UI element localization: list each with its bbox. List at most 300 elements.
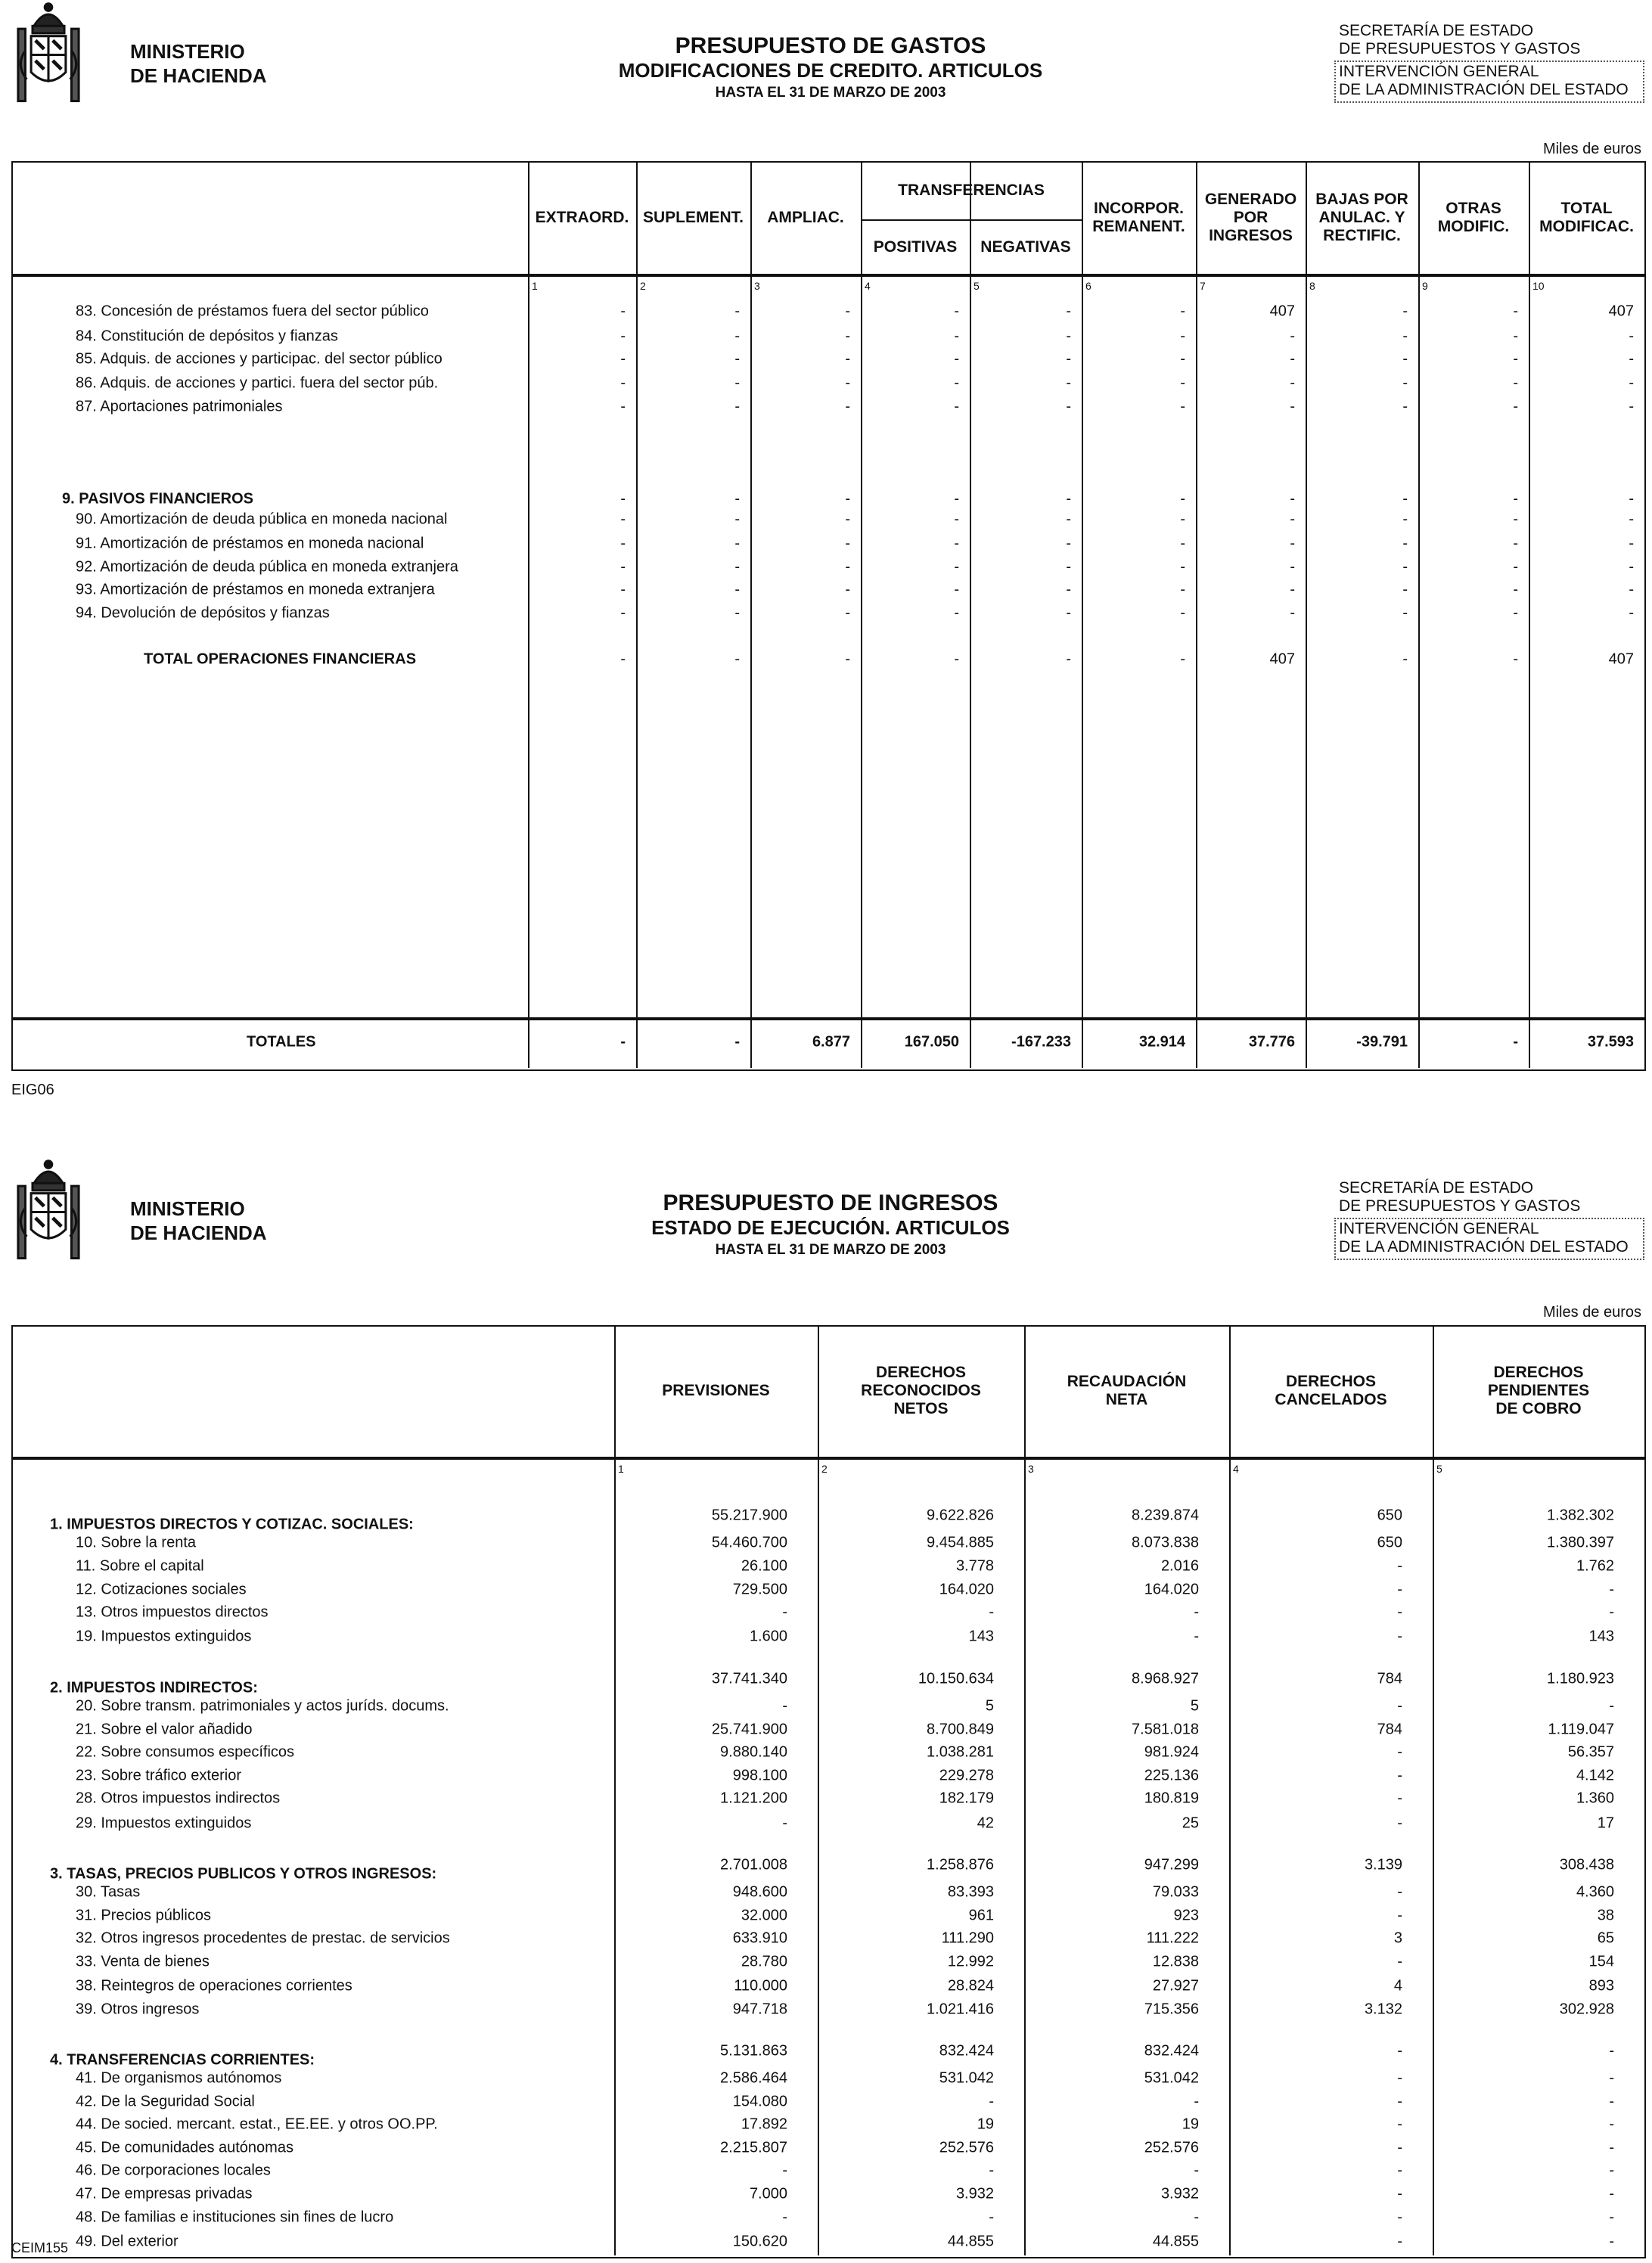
- doc2-row-label: 28. Otros impuestos indirectos: [76, 1790, 281, 1807]
- doc2-cell-value: -: [1609, 2116, 1614, 2133]
- doc2-cell-value: 252.576: [1144, 2139, 1199, 2156]
- doc2-cell-value: -: [1397, 1743, 1402, 1761]
- doc1-cell-value: -: [1290, 581, 1295, 598]
- doc2-cell-value: 1.382.302: [1547, 1507, 1614, 1524]
- doc2-cell-value: 961: [968, 1907, 994, 1924]
- doc1-cell-value: -: [1066, 535, 1071, 552]
- doc2-units: Miles de euros: [1542, 1304, 1641, 1321]
- doc1-cell-value: -: [1290, 350, 1295, 368]
- doc2-cell-value: 4.142: [1576, 1767, 1614, 1784]
- doc1-row-label: 85. Adquis. de acciones y participac. del sector público: [76, 350, 442, 368]
- doc2-cell-value: 7.581.018: [1132, 1721, 1199, 1738]
- doc2-cell-value: 27.927: [1152, 1977, 1199, 1994]
- doc1-totals-value: -: [620, 1033, 626, 1051]
- doc2-cell-value: -: [1609, 2093, 1614, 2110]
- doc1-column-number: 10: [1532, 280, 1545, 292]
- doc2-cell-value: 1.121.200: [720, 1790, 787, 1807]
- doc2-cell-value: -: [1397, 2185, 1402, 2202]
- doc2-cell-value: 65: [1597, 1929, 1614, 1947]
- doc2-cell-value: -: [1194, 1603, 1199, 1621]
- doc2-cell-value: 947.718: [732, 2001, 787, 2018]
- doc2-cell-value: 252.576: [939, 2139, 994, 2156]
- doc1-cell-value: -: [1629, 374, 1634, 392]
- doc2-cell-value: 12.838: [1152, 1953, 1199, 1970]
- doc1-cell-value: 407: [1608, 650, 1634, 668]
- doc2-cell-value: 3.932: [955, 2185, 994, 2202]
- doc1-column-divider: [636, 161, 638, 1068]
- doc2-row-label: 1. IMPUESTOS DIRECTOS Y COTIZAC. SOCIALES:: [50, 1516, 414, 1533]
- doc2-row-label: 38. Reintegros de operaciones corrientes: [76, 1977, 352, 1994]
- doc1-column-divider: [970, 161, 971, 1068]
- doc2-cell-value: -: [989, 2209, 994, 2226]
- doc2-column-header: RECAUDACIÓN NETA: [1067, 1373, 1187, 1408]
- doc1-cell-value: -: [620, 374, 626, 392]
- doc1-cell-value: -: [734, 511, 740, 528]
- doc1-cell-value: -: [954, 374, 959, 392]
- doc2-cell-value: -: [1397, 1581, 1402, 1598]
- doc2-date: HASTA EL 31 DE MARZO DE 2003: [715, 1242, 946, 1258]
- doc1-cell-value: -: [1402, 350, 1408, 368]
- doc2-row-label: 29. Impuestos extinguidos: [76, 1814, 252, 1832]
- doc2-cell-value: -: [1397, 1953, 1402, 1970]
- doc1-totals-value: -: [734, 1033, 740, 1051]
- doc2-cell-value: 1.258.876: [927, 1856, 994, 1873]
- doc2-column-header: DERECHOS CANCELADOS: [1275, 1373, 1387, 1408]
- doc2-cell-value: -: [782, 1603, 787, 1621]
- doc2-cell-value: -: [1397, 2233, 1402, 2250]
- doc2-cell-value: 3.932: [1160, 2185, 1199, 2202]
- doc2-intervencion: INTERVENCIÓN GENERAL: [1339, 1220, 1539, 1237]
- doc1-cell-value: 407: [1269, 650, 1295, 668]
- doc2-cell-value: -: [782, 2209, 787, 2226]
- doc1-ministry-name: MINISTERIO: [130, 40, 245, 63]
- doc2-cell-value: 83.393: [947, 1883, 994, 1901]
- doc1-cell-value: -: [1180, 303, 1185, 320]
- doc1-cell-value: -: [620, 535, 626, 552]
- doc2-cell-value: 5: [1190, 1697, 1199, 1715]
- doc1-column-number: 9: [1422, 280, 1428, 292]
- doc2-cell-value: 531.042: [1144, 2069, 1199, 2087]
- doc2-cell-value: 1.180.923: [1547, 1670, 1614, 1687]
- doc2-cell-value: -: [1397, 1907, 1402, 1924]
- doc2-cell-value: 832.424: [1144, 2042, 1199, 2060]
- doc1-cell-value: -: [620, 604, 626, 622]
- doc1-totals-value: 37.593: [1587, 1033, 1634, 1051]
- doc1-cell-value: -: [1513, 511, 1518, 528]
- doc2-cell-value: 923: [1173, 1907, 1199, 1924]
- doc2-row-label: 42. De la Seguridad Social: [76, 2093, 255, 2110]
- doc1-cell-value: -: [620, 327, 626, 345]
- doc2-row-label: 41. De organismos autónomos: [76, 2069, 282, 2087]
- doc1-cell-value: -: [734, 350, 740, 368]
- doc1-header-rule: [11, 274, 1644, 277]
- doc2-cell-value: 4.360: [1576, 1883, 1614, 1901]
- doc1-cell-value: -: [734, 303, 740, 320]
- doc2-cell-value: 302.928: [1559, 2001, 1614, 2018]
- doc1-cell-value: -: [954, 604, 959, 622]
- doc1-cell-value: -: [734, 490, 740, 508]
- doc2-cell-value: 2.586.464: [720, 2069, 787, 2087]
- doc1-cell-value: -: [1066, 303, 1071, 320]
- doc1-cell-value: -: [845, 398, 850, 415]
- doc2-cell-value: 998.100: [732, 1767, 787, 1784]
- doc2-cell-value: 4: [1393, 1977, 1402, 1994]
- doc1-cell-value: -: [1402, 581, 1408, 598]
- doc1-cell-value: -: [1513, 558, 1518, 576]
- doc1-cell-value: -: [1180, 558, 1185, 576]
- doc2-cell-value: -: [1397, 1603, 1402, 1621]
- doc2-cell-value: -: [1609, 2185, 1614, 2202]
- doc1-cell-value: -: [845, 350, 850, 368]
- doc2-cell-value: 729.500: [732, 1581, 787, 1598]
- doc1-cell-value: -: [1513, 535, 1518, 552]
- doc2-subtitle: ESTADO DE EJECUCIÓN. ARTICULOS: [651, 1216, 1010, 1239]
- doc2-cell-value: -: [1397, 1628, 1402, 1645]
- doc2-cell-value: -: [989, 2162, 994, 2179]
- doc2-row-label: 12. Cotizaciones sociales: [76, 1581, 247, 1598]
- doc2-cell-value: 893: [1588, 1977, 1614, 1994]
- doc1-cell-value: -: [954, 558, 959, 576]
- doc2-cell-value: 9.880.140: [720, 1743, 787, 1761]
- doc1-cell-value: -: [1402, 303, 1408, 320]
- doc2-cell-value: 531.042: [939, 2069, 994, 2087]
- doc1-cell-value: -: [734, 581, 740, 598]
- doc1-cell-value: -: [954, 398, 959, 415]
- doc2-cell-value: -: [1397, 1883, 1402, 1901]
- doc1-column-header: EXTRAORD.: [535, 208, 629, 226]
- doc2-cell-value: 7.000: [749, 2185, 787, 2202]
- doc1-totals-value: -167.233: [1011, 1033, 1071, 1051]
- doc2-cell-value: 229.278: [939, 1767, 994, 1784]
- doc2-cell-value: 182.179: [939, 1790, 994, 1807]
- doc2-cell-value: 44.855: [1152, 2233, 1199, 2250]
- doc2-cell-value: 784: [1377, 1721, 1402, 1738]
- doc1-row-label: 91. Amortización de préstamos en moneda nacional: [76, 535, 424, 552]
- doc2-cell-value: 2.701.008: [720, 1856, 787, 1873]
- doc1-cell-value: -: [1402, 650, 1408, 668]
- doc1-cell-value: -: [734, 558, 740, 576]
- doc1-cell-value: -: [1513, 581, 1518, 598]
- doc1-totals-label: TOTALES: [247, 1033, 316, 1051]
- doc2-cell-value: 150.620: [732, 2233, 787, 2250]
- doc2-coat-of-arms-logo: [11, 1157, 86, 1267]
- doc1-cell-value: -: [734, 374, 740, 392]
- doc2-cell-value: 38: [1597, 1907, 1614, 1924]
- doc2-cell-value: 17: [1597, 1814, 1614, 1832]
- doc1-column-header: AMPLIAC.: [767, 208, 844, 226]
- doc2-cell-value: 1.360: [1576, 1790, 1614, 1807]
- doc1-cell-value: -: [954, 535, 959, 552]
- doc2-cell-value: 8.700.849: [927, 1721, 994, 1738]
- doc1-cell-value: -: [1180, 604, 1185, 622]
- doc1-row-label: 86. Adquis. de acciones y partici. fuera del sector púb.: [76, 374, 439, 392]
- doc2-cell-value: 54.460.700: [711, 1534, 787, 1551]
- doc2-row-label: 32. Otros ingresos procedentes de prestac. de servicios: [76, 1929, 450, 1947]
- doc1-totals-value: 32.914: [1138, 1033, 1185, 1051]
- doc1-row-label: 9. PASIVOS FINANCIEROS: [62, 490, 254, 508]
- doc1-cell-value: -: [1402, 327, 1408, 345]
- doc1-cell-value: -: [954, 303, 959, 320]
- doc1-cell-value: -: [1066, 398, 1071, 415]
- doc1-cell-value: -: [1290, 558, 1295, 576]
- doc2-cell-value: 9.454.885: [927, 1534, 994, 1551]
- doc1-cell-value: -: [1513, 374, 1518, 392]
- doc2-cell-value: 3.132: [1364, 2001, 1402, 2018]
- doc2-row-label: 20. Sobre transm. patrimoniales y actos juríds. docums.: [76, 1697, 449, 1715]
- doc2-cell-value: 832.424: [939, 2042, 994, 2060]
- doc2-cell-value: 25.741.900: [711, 1721, 787, 1738]
- doc2-cell-value: 1.021.416: [927, 2001, 994, 2018]
- doc2-cell-value: 2.215.807: [720, 2139, 787, 2156]
- doc2-cell-value: 55.217.900: [711, 1507, 787, 1524]
- doc1-column-number: 6: [1085, 280, 1092, 292]
- doc1-cell-value: -: [845, 327, 850, 345]
- doc2-ministry-name-2: DE HACIENDA: [130, 1222, 267, 1244]
- doc1-cell-value: -: [1290, 327, 1295, 345]
- doc1-column-divider: [528, 161, 529, 1068]
- doc1-cell-value: -: [1629, 581, 1634, 598]
- doc1-column-number: 3: [754, 280, 760, 292]
- doc2-cell-value: 1.380.397: [1547, 1534, 1614, 1551]
- doc1-column-number: 4: [865, 280, 871, 292]
- doc1-row-label: 90. Amortización de deuda pública en moneda nacional: [76, 511, 448, 528]
- doc1-totals-value: -: [1513, 1033, 1518, 1051]
- doc2-row-label: 49. Del exterior: [76, 2233, 179, 2250]
- doc2-column-divider: [1024, 1325, 1026, 2255]
- doc1-totals-rule: [11, 1017, 1644, 1020]
- doc2-column-divider: [1229, 1325, 1231, 2255]
- doc1-cell-value: -: [1180, 398, 1185, 415]
- doc1-column-divider: [1306, 161, 1307, 1068]
- doc1-column-header: BAJAS POR ANULAC. Y RECTIFIC.: [1315, 190, 1408, 244]
- doc2-cell-value: 110.000: [734, 1977, 787, 1994]
- doc1-column-number: 8: [1309, 280, 1315, 292]
- doc2-cell-value: 5.131.863: [720, 2042, 787, 2060]
- doc2-cell-value: -: [1609, 2162, 1614, 2179]
- doc1-cell-value: -: [845, 303, 850, 320]
- doc2-cell-value: 3: [1393, 1929, 1402, 1947]
- doc2-cell-value: -: [1194, 2093, 1199, 2110]
- doc1-cell-value: -: [620, 511, 626, 528]
- doc1-units: Miles de euros: [1542, 141, 1641, 157]
- doc2-intervencion-2: DE LA ADMINISTRACIÓN DEL ESTADO: [1339, 1238, 1629, 1256]
- doc1-cell-value: -: [1629, 398, 1634, 415]
- doc2-cell-value: 3.139: [1364, 1856, 1402, 1873]
- doc1-cell-value: -: [954, 581, 959, 598]
- doc1-cell-value: -: [1402, 398, 1408, 415]
- doc1-cell-value: -: [1290, 398, 1295, 415]
- doc2-header-rule: [11, 1457, 1644, 1460]
- doc1-column-header: NEGATIVAS: [980, 238, 1071, 256]
- doc1-form-code: EIG06: [11, 1082, 54, 1098]
- doc1-row-label: 84. Constitución de depósitos y fianzas: [76, 327, 338, 345]
- doc2-title: PRESUPUESTO DE INGRESOS: [663, 1190, 998, 1215]
- doc1-cell-value: -: [1066, 581, 1071, 598]
- doc2-cell-value: -: [1194, 1628, 1199, 1645]
- doc2-cell-value: -: [1609, 2042, 1614, 2060]
- doc1-cell-value: -: [1180, 490, 1185, 508]
- doc1-cell-value: -: [620, 650, 626, 668]
- doc2-cell-value: -: [989, 1603, 994, 1621]
- doc2-cell-value: 10.150.634: [918, 1670, 994, 1687]
- doc2-cell-value: 1.038.281: [927, 1743, 994, 1761]
- doc2-cell-value: -: [1609, 2209, 1614, 2226]
- doc2-column-header: DERECHOS RECONOCIDOS NETOS: [861, 1364, 981, 1417]
- doc1-row-label: 93. Amortización de préstamos en moneda extranjera: [76, 581, 435, 598]
- doc1-cell-value: -: [845, 558, 850, 576]
- doc2-cell-value: 44.855: [947, 2233, 994, 2250]
- doc1-date: HASTA EL 31 DE MARZO DE 2003: [715, 85, 946, 101]
- doc2-cell-value: -: [1609, 1697, 1614, 1715]
- doc2-cell-value: 32.000: [741, 1907, 787, 1924]
- doc1-cell-value: -: [954, 650, 959, 668]
- doc1-cell-value: -: [1513, 398, 1518, 415]
- doc1-intervencion: INTERVENCIÓN GENERAL: [1339, 63, 1539, 80]
- doc2-cell-value: -: [989, 2093, 994, 2110]
- doc1-cell-value: -: [845, 490, 850, 508]
- doc1-cell-value: -: [1180, 535, 1185, 552]
- doc1-cell-value: -: [1066, 350, 1071, 368]
- doc2-cell-value: 1.119.047: [1548, 1721, 1614, 1738]
- doc1-column-header: INCORPOR. REMANENT.: [1092, 199, 1185, 235]
- doc2-row-label: 33. Venta de bienes: [76, 1953, 210, 1970]
- doc1-cell-value: -: [734, 327, 740, 345]
- doc1-cell-value: -: [845, 535, 850, 552]
- doc1-cell-value: -: [1402, 558, 1408, 576]
- doc1-column-header: POSITIVAS: [873, 238, 958, 256]
- doc2-cell-value: -: [1397, 2069, 1402, 2087]
- doc2-cell-value: 111.222: [1146, 1929, 1199, 1947]
- doc1-cell-value: -: [1290, 535, 1295, 552]
- doc2-cell-value: 1.600: [749, 1628, 787, 1645]
- doc1-cell-value: -: [1066, 511, 1071, 528]
- doc1-cell-value: -: [954, 511, 959, 528]
- doc1-column-number: 1: [532, 280, 538, 292]
- doc2-ministry-name: MINISTERIO: [130, 1197, 245, 1220]
- doc1-cell-value: -: [1629, 490, 1634, 508]
- doc2-cell-value: -: [1194, 2162, 1199, 2179]
- doc1-cell-value: -: [620, 303, 626, 320]
- doc2-cell-value: 164.020: [1144, 1581, 1199, 1598]
- doc2-cell-value: 17.892: [741, 2116, 787, 2133]
- doc2-row-label: 13. Otros impuestos directos: [76, 1603, 269, 1621]
- doc1-cell-value: -: [620, 350, 626, 368]
- doc2-row-label: 39. Otros ingresos: [76, 2001, 200, 2018]
- doc1-cell-value: -: [620, 398, 626, 415]
- doc1-cell-value: -: [1513, 327, 1518, 345]
- doc2-cell-value: 8.073.838: [1132, 1534, 1199, 1551]
- doc2-cell-value: 981.924: [1144, 1743, 1199, 1761]
- doc1-cell-value: -: [734, 650, 740, 668]
- doc1-cell-value: -: [1180, 327, 1185, 345]
- doc2-cell-value: 715.356: [1144, 2001, 1199, 2018]
- doc1-totals-value: 167.050: [904, 1033, 959, 1051]
- doc2-column-header: DERECHOS PENDIENTES DE COBRO: [1487, 1364, 1590, 1417]
- doc2-row-label: 11. Sobre el capital: [76, 1557, 204, 1575]
- doc2-cell-value: 3.778: [955, 1557, 994, 1575]
- doc1-intervencion-2: DE LA ADMINISTRACIÓN DEL ESTADO: [1339, 81, 1629, 98]
- doc2-cell-value: -: [1397, 1767, 1402, 1784]
- doc1-cell-value: -: [1290, 511, 1295, 528]
- doc1-row-label: 87. Aportaciones patrimoniales: [76, 398, 283, 415]
- doc2-cell-value: 164.020: [939, 1581, 994, 1598]
- doc1-cell-value: -: [1402, 604, 1408, 622]
- doc1-column-divider: [1529, 161, 1530, 1068]
- doc2-cell-value: 111.290: [941, 1929, 994, 1947]
- doc1-cell-value: -: [1402, 490, 1408, 508]
- doc2-cell-value: 26.100: [741, 1557, 787, 1575]
- doc1-cell-value: -: [1402, 374, 1408, 392]
- doc1-cell-value: -: [845, 511, 850, 528]
- doc2-column-divider: [1433, 1325, 1434, 2255]
- doc2-cell-value: -: [1194, 2209, 1199, 2226]
- doc2-row-label: 2. IMPUESTOS INDIRECTOS:: [50, 1679, 258, 1696]
- doc1-cell-value: -: [734, 398, 740, 415]
- doc1-cell-value: -: [1290, 604, 1295, 622]
- doc1-column-divider: [750, 161, 752, 1068]
- doc2-row-label: 31. Precios públicos: [76, 1907, 211, 1924]
- doc2-cell-value: 25: [1182, 1814, 1199, 1832]
- doc1-column-header: SUPLEMENT.: [642, 208, 744, 226]
- doc1-title: PRESUPUESTO DE GASTOS: [675, 33, 986, 58]
- doc2-cell-value: -: [1397, 2209, 1402, 2226]
- doc1-cell-value: -: [1629, 350, 1634, 368]
- doc1-cell-value: -: [1180, 650, 1185, 668]
- doc2-cell-value: -: [1397, 2116, 1402, 2133]
- doc1-cell-value: -: [1066, 490, 1071, 508]
- doc2-cell-value: 56.357: [1567, 1743, 1614, 1761]
- doc2-row-label: 19. Impuestos extinguidos: [76, 1628, 252, 1645]
- doc1-column-divider: [1196, 161, 1197, 1068]
- doc2-cell-value: 19: [1182, 2116, 1199, 2133]
- doc1-secretaria-2: DE PRESUPUESTOS Y GASTOS: [1339, 40, 1581, 57]
- doc1-group-header-transferencias: TRANSFERENCIAS: [898, 181, 1045, 199]
- doc2-cell-value: 8.239.874: [1132, 1507, 1199, 1524]
- doc2-cell-value: 633.910: [732, 1929, 787, 1947]
- doc2-column-number: 5: [1436, 1463, 1442, 1475]
- doc2-cell-value: 225.136: [1144, 1767, 1199, 1784]
- doc1-column-divider: [1418, 161, 1420, 1068]
- doc2-cell-value: -: [782, 1814, 787, 1832]
- doc2-column-number: 3: [1028, 1463, 1034, 1475]
- doc1-cell-value: -: [1180, 511, 1185, 528]
- doc2-row-label: 48. De familias e instituciones sin fines de lucro: [76, 2209, 394, 2226]
- doc1-cell-value: -: [1629, 558, 1634, 576]
- doc1-cell-value: -: [1629, 327, 1634, 345]
- doc1-cell-value: -: [620, 558, 626, 576]
- doc1-cell-value: -: [620, 490, 626, 508]
- doc1-cell-value: -: [1290, 374, 1295, 392]
- doc1-cell-value: -: [845, 581, 850, 598]
- doc1-column-divider: [1082, 161, 1083, 1068]
- doc2-cell-value: -: [1609, 2233, 1614, 2250]
- doc2-cell-value: -: [1609, 2139, 1614, 2156]
- doc1-cell-value: -: [1513, 604, 1518, 622]
- doc2-form-code: CEIM155: [11, 2240, 69, 2255]
- doc1-column-header: GENERADO POR INGRESOS: [1204, 190, 1297, 244]
- doc2-cell-value: 650: [1377, 1507, 1402, 1524]
- doc1-ministry-name-2: DE HACIENDA: [130, 64, 267, 87]
- doc2-cell-value: 180.819: [1144, 1790, 1199, 1807]
- doc1-cell-value: -: [734, 535, 740, 552]
- doc1-cell-value: 407: [1269, 303, 1295, 320]
- doc1-totals-value: 37.776: [1248, 1033, 1295, 1051]
- doc1-cell-value: -: [1402, 535, 1408, 552]
- doc2-row-label: 3. TASAS, PRECIOS PUBLICOS Y OTROS INGRESOS:: [50, 1865, 437, 1883]
- doc2-cell-value: 5: [985, 1697, 994, 1715]
- doc1-row-label: 94. Devolución de depósitos y fianzas: [76, 604, 330, 622]
- doc1-column-header: TOTAL MODIFICAC.: [1539, 199, 1634, 235]
